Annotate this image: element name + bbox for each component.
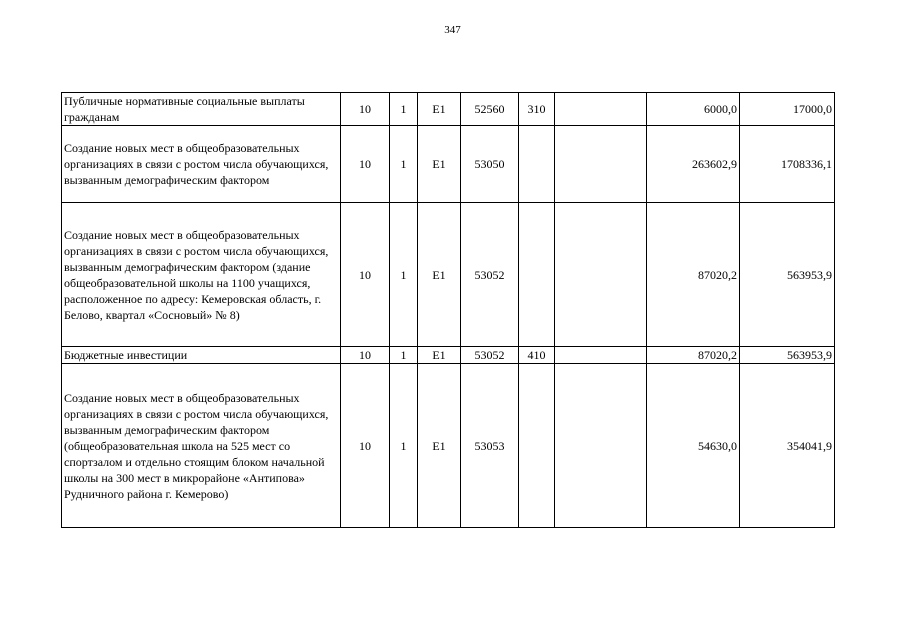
cell-section: 10 — [341, 347, 390, 364]
cell-article: 53052 — [461, 347, 519, 364]
page-number: 347 — [444, 24, 461, 36]
cell-program: E1 — [418, 364, 461, 528]
cell-article: 52560 — [461, 93, 519, 126]
cell-article: 53050 — [461, 126, 519, 203]
cell-empty — [555, 364, 647, 528]
cell-program: E1 — [418, 203, 461, 347]
cell-value-1: 87020,2 — [647, 203, 740, 347]
cell-expense-type: 310 — [519, 93, 555, 126]
cell-subsection: 1 — [390, 93, 418, 126]
cell-value-1: 87020,2 — [647, 347, 740, 364]
row-name: Создание новых мест в общеобразовательных организациях в связи с ростом числа обучающихся, вызванным демографическим фактором (общеобразовательная школа на 525 мест со спортзалом и отдельно стоящим блоком начальной школы на 300 мест в микрорайоне «Антипова» Рудничного района г. Кемерово) — [62, 364, 341, 528]
cell-subsection: 1 — [390, 364, 418, 528]
cell-section: 10 — [341, 203, 390, 347]
cell-program: E1 — [418, 347, 461, 364]
table-row — [62, 93, 835, 126]
table-row — [62, 364, 835, 528]
row-name: Бюджетные инвестиции — [62, 347, 341, 364]
cell-subsection: 1 — [390, 126, 418, 203]
cell-subsection: 1 — [390, 203, 418, 347]
cell-section: 10 — [341, 126, 390, 203]
cell-empty — [555, 93, 647, 126]
cell-empty — [555, 203, 647, 347]
cell-expense-type — [519, 203, 555, 347]
table-row — [62, 347, 835, 364]
cell-expense-type — [519, 364, 555, 528]
cell-section: 10 — [341, 93, 390, 126]
cell-article: 53053 — [461, 364, 519, 528]
cell-empty — [555, 347, 647, 364]
table-row — [62, 203, 835, 347]
cell-value-1: 6000,0 — [647, 93, 740, 126]
cell-expense-type: 410 — [519, 347, 555, 364]
cell-value-2: 563953,9 — [740, 203, 835, 347]
table-row — [62, 126, 835, 203]
row-name: Создание новых мест в общеобразовательных организациях в связи с ростом числа обучающихся, вызванным демографическим фактором (здание общеобразовательной школы на 1100 учащихся, расположенное по адресу: Кемеровская область, г. Белово, квартал «Сосновый» № 8) — [62, 203, 341, 347]
cell-program: E1 — [418, 93, 461, 126]
cell-article: 53052 — [461, 203, 519, 347]
cell-value-1: 54630,0 — [647, 364, 740, 528]
cell-program: E1 — [418, 126, 461, 203]
cell-value-2: 17000,0 — [740, 93, 835, 126]
cell-expense-type — [519, 126, 555, 203]
row-name: Публичные нормативные социальные выплаты гражданам — [62, 93, 341, 126]
budget-table — [61, 92, 835, 528]
cell-empty — [555, 126, 647, 203]
cell-section: 10 — [341, 364, 390, 528]
cell-subsection: 1 — [390, 347, 418, 364]
cell-value-2: 563953,9 — [740, 347, 835, 364]
row-name: Создание новых мест в общеобразовательных организациях в связи с ростом числа обучающихся, вызванным демографическим фактором — [62, 126, 341, 203]
cell-value-2: 354041,9 — [740, 364, 835, 528]
cell-value-1: 263602,9 — [647, 126, 740, 203]
cell-value-2: 1708336,1 — [740, 126, 835, 203]
